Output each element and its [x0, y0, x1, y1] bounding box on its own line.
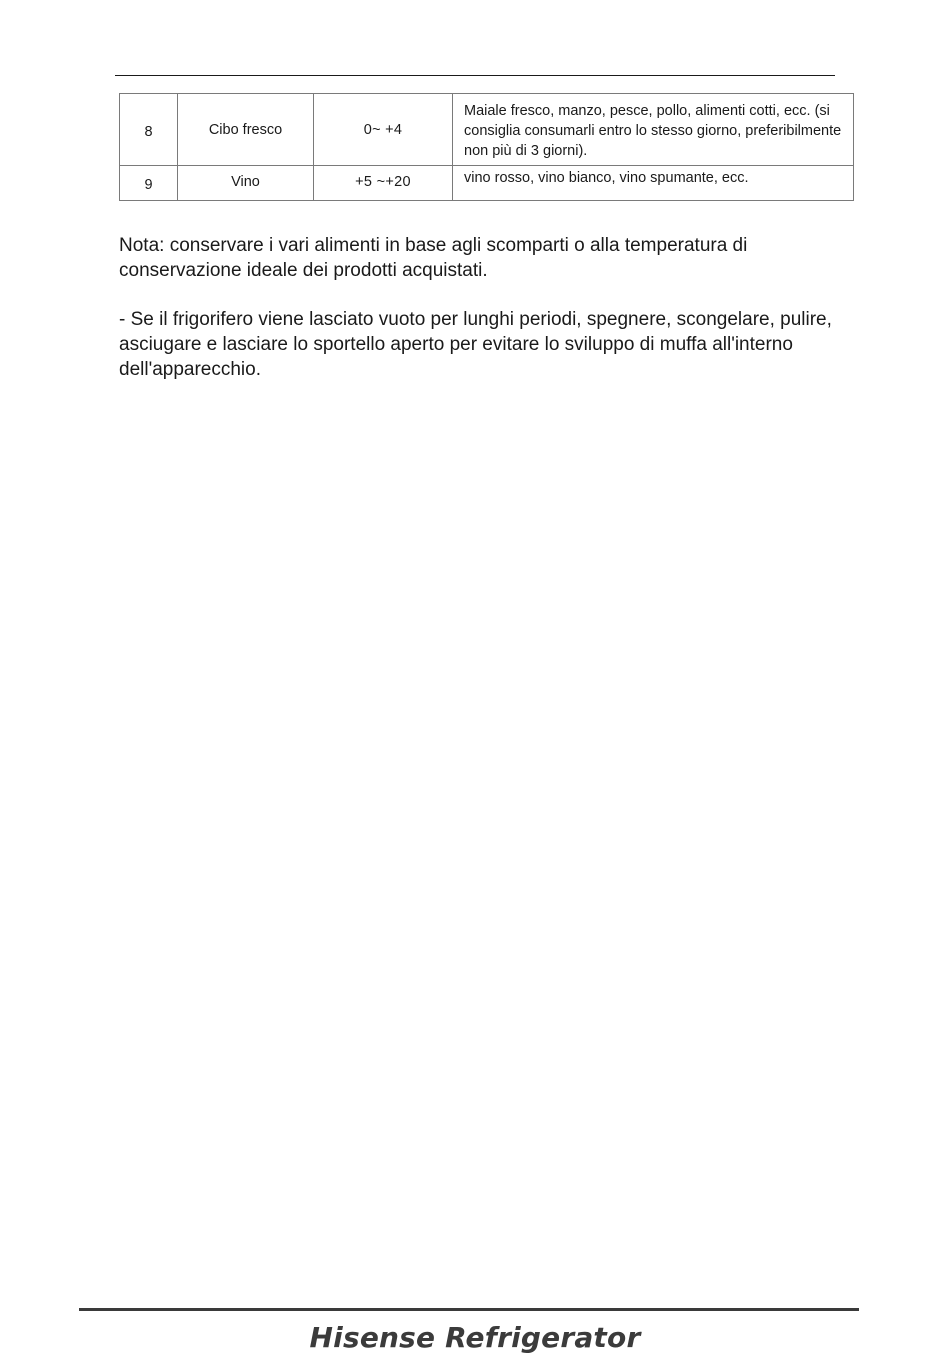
table-row: [120, 166, 854, 201]
compartment-number: 9: [120, 166, 178, 201]
storage-note: Nota: conservare i vari alimenti in base agli scomparti o alla temperatura di conservazione ideale dei prodotti acquistati.: [119, 235, 748, 281]
food-description: vino rosso, vino bianco, vino spumante, ecc.: [453, 166, 854, 201]
compartment-name: Cibo fresco: [178, 94, 314, 166]
temperature-range: +5 ~+20: [314, 166, 453, 201]
footer-divider: [79, 1308, 859, 1311]
compartment-number: 8: [120, 94, 178, 166]
storage-table: [119, 93, 854, 201]
food-description: Maiale fresco, manzo, pesce, pollo, alimenti cotti, ecc. (si consiglia consumarli entro lo stesso giorno, preferibilmente non più di 3 giorni).: [453, 94, 854, 166]
vacancy-note: - Se il frigorifero viene lasciato vuoto per lunghi periodi, spegnere, scongelare, pulire, asciugare e lasciare lo sportello aperto per evitare lo sviluppo di muffa all'interno dell'apparecchio.: [119, 309, 832, 380]
brand-footer: Hisense Refrigerator: [309, 1321, 641, 1354]
table-row: [120, 94, 854, 166]
temperature-range: 0~ +4: [314, 94, 453, 166]
header-divider: [115, 75, 835, 76]
compartment-name: Vino: [178, 166, 314, 201]
